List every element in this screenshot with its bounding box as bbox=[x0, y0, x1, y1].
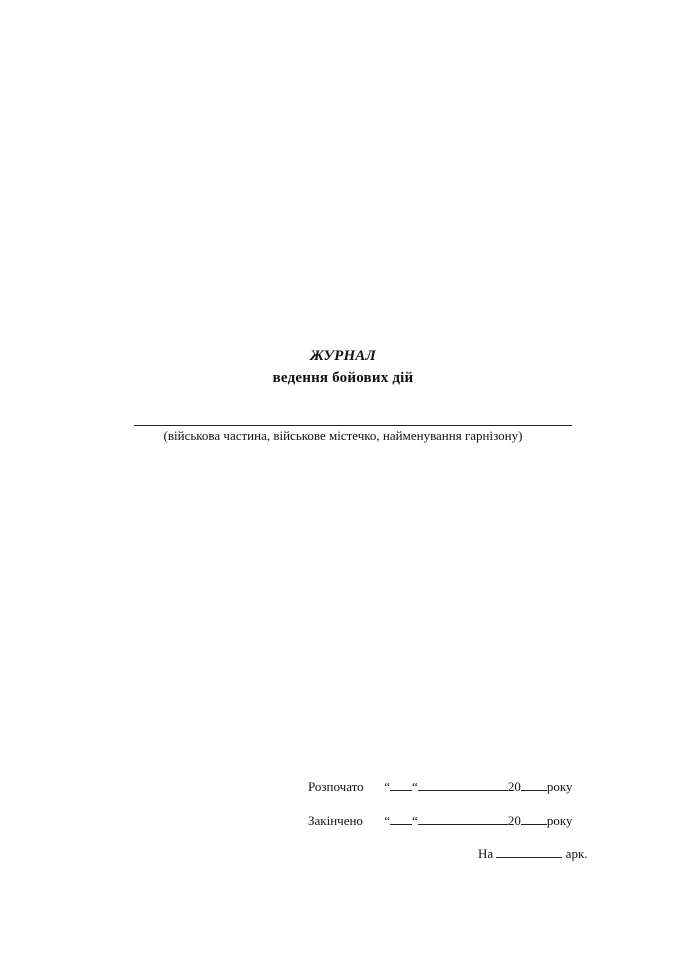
finished-year-blank bbox=[521, 813, 547, 825]
started-open-quote: “ bbox=[384, 779, 391, 794]
finished-month-blank bbox=[418, 813, 508, 825]
unit-caption: (військова частина, військове містечко, найменування гарнізону) bbox=[163, 428, 523, 443]
journal-title: ЖУРНАЛ bbox=[309, 348, 377, 364]
finished-year-suffix: року bbox=[546, 813, 573, 828]
finished-label: Закінчено bbox=[308, 813, 363, 828]
finished-date-row bbox=[308, 813, 572, 829]
sheets-count-row bbox=[478, 846, 588, 862]
started-month-blank bbox=[418, 779, 508, 791]
finished-year-prefix: 20 bbox=[507, 813, 521, 828]
finished-open-quote: “ bbox=[384, 813, 391, 828]
unit-blank-line bbox=[134, 425, 572, 426]
sheets-count-blank bbox=[496, 846, 562, 858]
sheets-suffix: арк. bbox=[565, 846, 588, 861]
started-label: Розпочато bbox=[308, 779, 364, 794]
started-year-suffix: року bbox=[546, 779, 573, 794]
finished-day-blank bbox=[390, 813, 412, 825]
started-date-row bbox=[308, 779, 572, 795]
finished-close-quote: “ bbox=[412, 813, 418, 828]
started-year-blank bbox=[521, 779, 547, 791]
started-close-quote: “ bbox=[412, 779, 418, 794]
journal-subtitle: ведення бойових дій bbox=[272, 370, 414, 386]
started-year-prefix: 20 bbox=[507, 779, 521, 794]
started-day-blank bbox=[390, 779, 412, 791]
sheets-prefix: На bbox=[478, 846, 494, 861]
